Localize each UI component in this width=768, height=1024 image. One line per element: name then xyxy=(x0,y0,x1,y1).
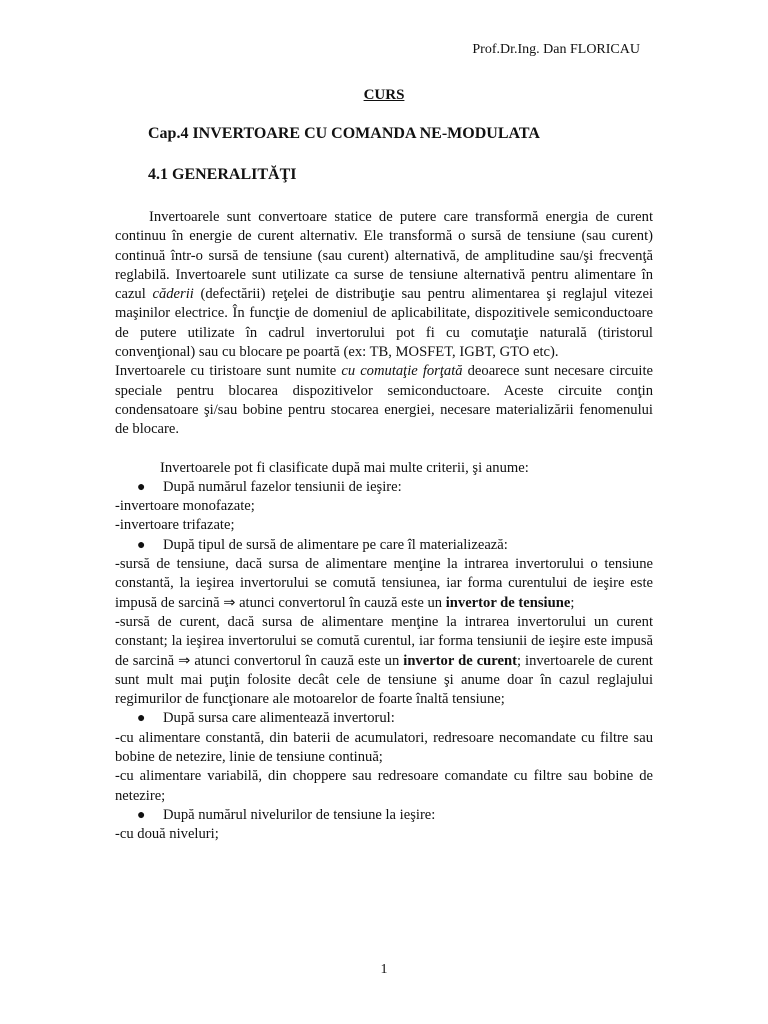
course-title: CURS xyxy=(363,87,405,103)
body-text xyxy=(115,208,653,845)
list-item: -cu alimentare variabilă, din choppere sau redresoare comandate cu filtre sau bobine de netezire; xyxy=(115,768,653,804)
author-header: Prof.Dr.Ing. Dan FLORICAU xyxy=(472,42,640,57)
bullet-icon: ● xyxy=(137,537,146,553)
page-number: 1 xyxy=(380,962,388,977)
list-item-voltage-source: -sursă de tensiune, dacă sursa de alimentare menţine la intrarea invertorului o tensiune constantă, la ieşirea invertorului se comută tensiunea, iar forma curentului de ieşire este impusă de sarcină ⇒ atunci convertorul în cauză este un invertor de tensiune; xyxy=(115,556,653,611)
paragraph-intro: Invertoarele sunt convertoare statice de putere care transformă energia de curent continuu în energie de curent alternativ. Ele transformă o sursă de tensiune (sau curent) continuă într-o sursă de tensiune (sau curent) alternativă, de amplitudine sau/şi frecvenţă reglabilă. Invertoarele sunt utilizate ca surse de tensiune alternativă pentru alimentare în cazul căderii (defectării) reţelei de distribuţie sau pentru alimentarea şi reglajul vitezei maşinilor electrice. În funcţie de domeniul de aplicabilitate, dispozitivele semiconductoare de putere utilizate în cadrul invertorului pot fi cu comutaţie naturală (tiristorul convenţional) sau cu blocare pe poartă (ex: TB, MOSFET, IGBT, GTO etc). xyxy=(115,209,653,361)
bullet-icon: ● xyxy=(137,807,146,823)
list-item: -cu două niveluri; xyxy=(115,826,219,843)
criterion-source-type: ● După tipul de sursă de alimentare pe care îl materializează: xyxy=(115,536,653,555)
criterion-levels: ● După numărul nivelurilor de tensiune la ieşire: xyxy=(115,806,653,825)
list-item: -cu alimentare constantă, din baterii de acumulatori, redresoare necomandate cu filtre sau bobine de netezire, linie de tensiune continuă; xyxy=(115,729,653,766)
list-item-current-source: -sursă de curent, dacă sursa de alimentare menţine la intrarea invertorului un curent constant; la ieşirea invertorului se comută curentul, iar forma tensiunii de ieşire este impusă de sarcină ⇒ atunci convertorul în cauză este un invertor de curent; invertoarele de curent sunt mult mai puţin folosite decât cele de tensiune şi anume doar în cazul reglajului regimurilor de funcţionare ale motoarelor de foarte înaltă tensiune; xyxy=(115,613,653,708)
chapter-heading: Cap.4 INVERTOARE CU COMANDA NE-MODULATA xyxy=(148,125,540,142)
criterion-phases: ● După numărul fazelor tensiunii de ieşire: xyxy=(115,478,653,497)
bullet-icon: ● xyxy=(137,711,146,727)
list-item: -invertoare trifazate; xyxy=(115,517,235,534)
bullet-icon: ● xyxy=(137,479,146,495)
criterion-supply: ● După sursa care alimentează invertorul: xyxy=(115,709,653,728)
list-item: -invertoare monofazate; xyxy=(115,498,255,515)
section-heading: 4.1 GENERALITĂŢI xyxy=(148,166,297,183)
classification-intro: Invertoarele pot fi clasificate după mai multe criterii, şi anume: xyxy=(160,459,529,476)
paragraph-thyristors: Invertoarele cu tiristoare sunt numite cu comutaţie forţată deoarece sunt necesare circuite speciale pentru blocarea dispozitivelor semiconductoare. Aceste circuite conţin condensatoare şi/sau bobine pentru stocarea energiei, necesare materializării fenomenului de blocare. xyxy=(115,363,653,438)
